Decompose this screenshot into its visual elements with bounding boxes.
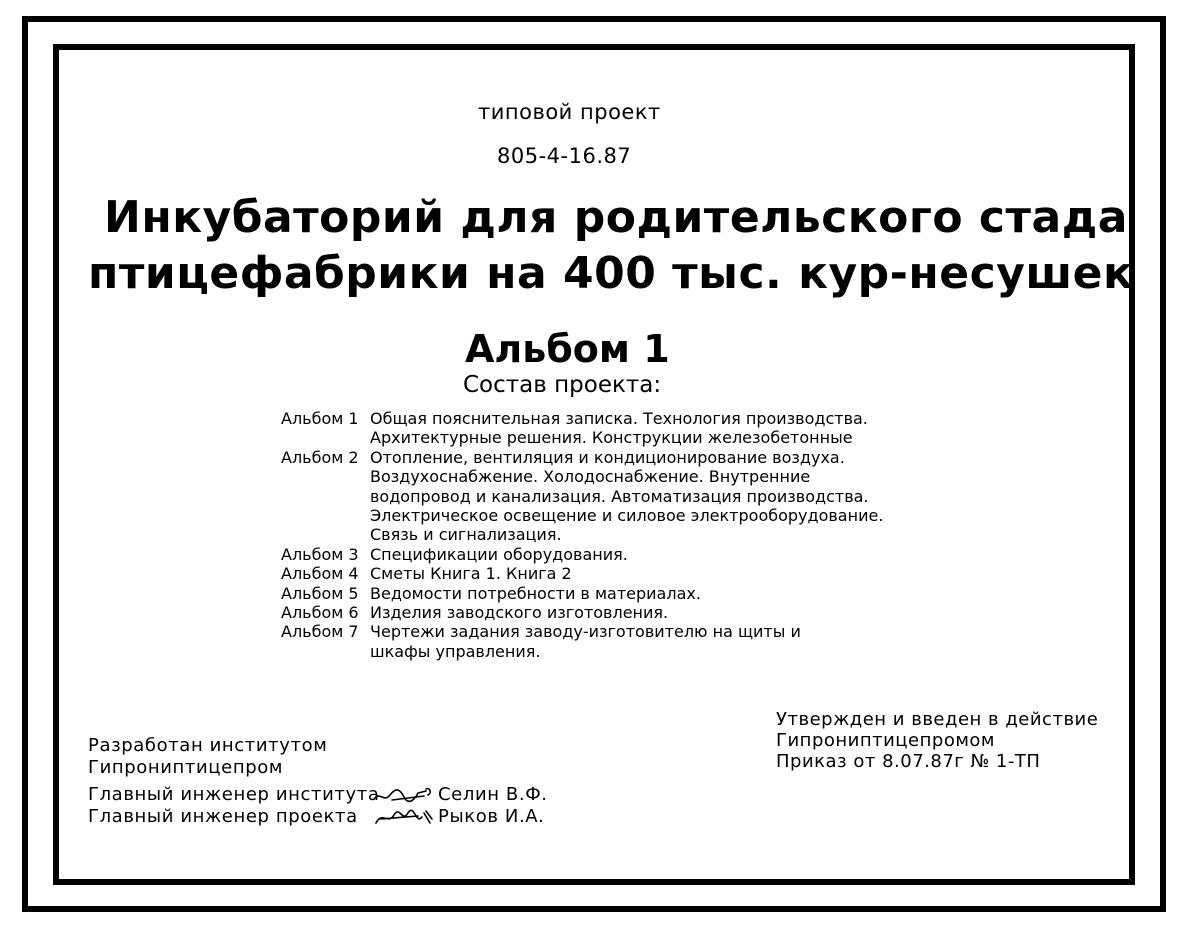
approval-block xyxy=(776,709,1098,772)
composition-album-label: Альбом 3 xyxy=(281,544,359,564)
composition-text: Общая пояснительная записка. Технология производства. xyxy=(370,409,868,428)
handwritten-signature xyxy=(372,807,434,827)
composition-row xyxy=(281,545,883,564)
signature-role: Главный инженер проекта xyxy=(88,806,358,827)
composition-row xyxy=(281,409,883,428)
composition-row xyxy=(281,584,883,603)
album-heading: Альбом 1 xyxy=(465,327,670,371)
composition-album-label xyxy=(281,467,370,486)
developer-institute: Гипрониптицепром xyxy=(88,757,284,778)
composition-row xyxy=(281,448,883,467)
composition-text: Изделия заводского изготовления. xyxy=(370,603,669,623)
signature-block xyxy=(88,784,548,828)
composition-list xyxy=(281,409,883,661)
composition-row xyxy=(281,642,883,661)
composition-album-label: Альбом 6 xyxy=(281,603,359,623)
signature-row xyxy=(88,806,548,828)
handwritten-signature xyxy=(372,785,434,805)
composition-album-label: Альбом 4 xyxy=(281,564,359,584)
project-number: 805-4-16.87 xyxy=(497,144,632,168)
signature-name: Селин В.Ф. xyxy=(438,784,548,805)
signature-role: Главный инженер института xyxy=(88,784,380,805)
approval-line: Утвержден и введен в действие xyxy=(776,709,1099,730)
composition-text: водопровод и канализация. Автоматизация производства. xyxy=(370,486,869,506)
composition-album-label: Альбом 1 xyxy=(281,409,359,428)
composition-text: Связь и сигнализация. xyxy=(370,525,562,545)
composition-row xyxy=(281,622,883,641)
composition-row xyxy=(281,506,883,525)
composition-text: Ведомости потребности в материалах. xyxy=(370,583,701,603)
composition-album-label xyxy=(281,642,370,661)
signature-name: Рыков И.А. xyxy=(438,806,545,827)
composition-album-label xyxy=(281,525,370,544)
composition-album-label: Альбом 5 xyxy=(281,583,359,603)
composition-heading: Состав проекта: xyxy=(463,372,662,398)
composition-text: Электрическое освещение и силовое электрооборудование. xyxy=(370,506,884,526)
composition-album-label xyxy=(281,487,370,506)
project-type: типовой проект xyxy=(478,100,661,124)
developed-by-block xyxy=(88,735,327,779)
composition-row xyxy=(281,525,883,544)
approval-authority: Гипрониптицепромом xyxy=(776,730,996,751)
composition-album-label xyxy=(281,428,370,447)
composition-text: Отопление, вентиляция и кондиционирование воздуха. xyxy=(370,447,845,467)
composition-text: Сметы Книга 1. Книга 2 xyxy=(370,564,572,584)
composition-text: Воздухоснабжение. Холодоснабжение. Внутренние xyxy=(370,467,811,487)
title-line-2: птицефабрики на 400 тыс. кур-несушек xyxy=(88,248,1134,299)
composition-album-label xyxy=(281,506,370,525)
composition-row xyxy=(281,467,883,486)
composition-text: шкафы управления. xyxy=(370,641,541,661)
composition-text: Архитектурные решения. Конструкции железобетонные xyxy=(370,428,853,448)
developed-by-label: Разработан институтом xyxy=(88,735,328,756)
composition-row xyxy=(281,603,883,622)
composition-album-label: Альбом 7 xyxy=(281,622,359,642)
composition-album-label: Альбом 2 xyxy=(281,447,359,467)
composition-text: Спецификации оборудования. xyxy=(370,544,628,564)
composition-row xyxy=(281,428,883,447)
composition-row xyxy=(281,487,883,506)
composition-row xyxy=(281,564,883,583)
composition-text: Чертежи задания заводу-изготовителю на щиты и xyxy=(370,622,801,642)
approval-order: Приказ от 8.07.87г № 1-ТП xyxy=(776,751,1041,772)
signature-row xyxy=(88,784,548,806)
title-line-1: Инкубаторий для родительского стада xyxy=(104,192,1128,243)
